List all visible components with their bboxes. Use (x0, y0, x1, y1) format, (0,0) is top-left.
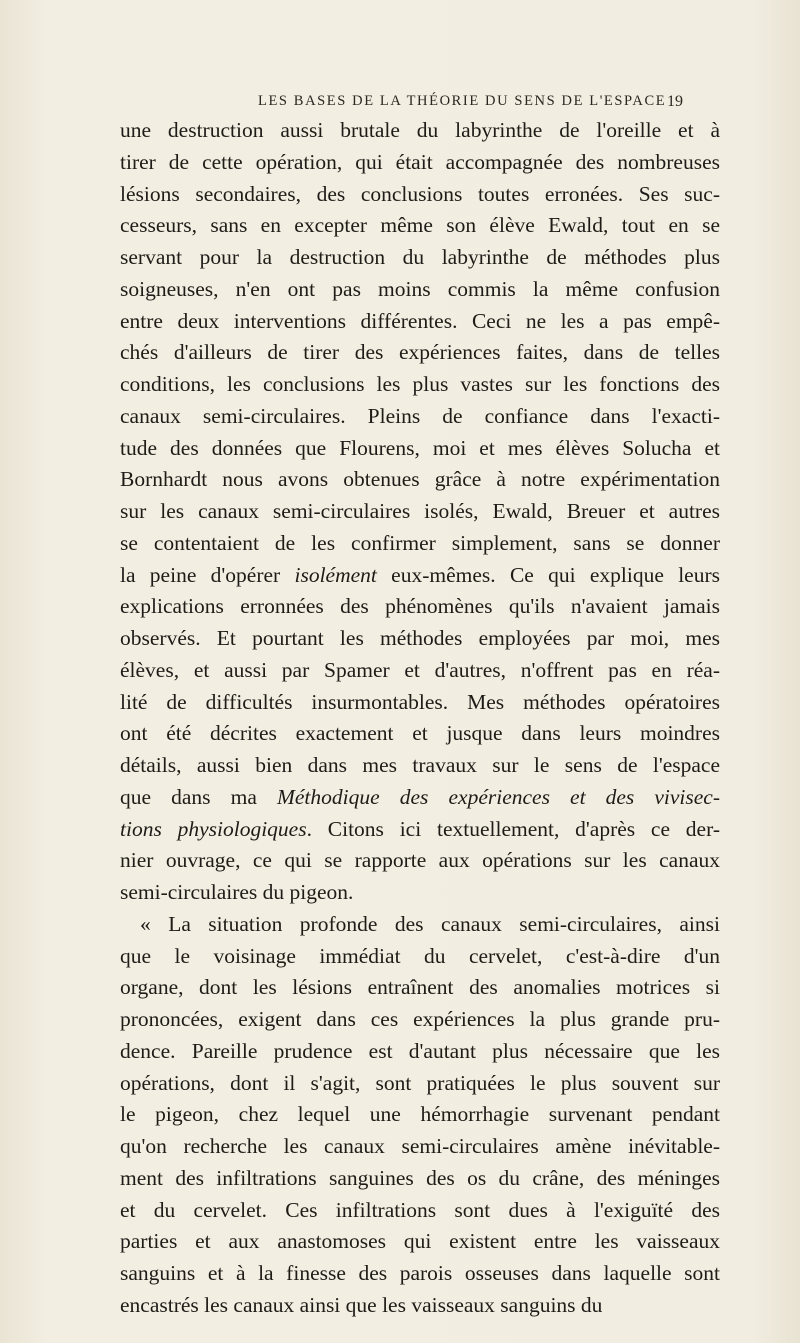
text-line (120, 210, 720, 242)
text-line (120, 814, 720, 846)
text-line (120, 1068, 720, 1100)
text-line (120, 274, 720, 306)
text-line (120, 337, 720, 369)
text-segment: observés. Et pourtant les méthodes employées par moi, mes (120, 626, 720, 650)
text-line (120, 1004, 720, 1036)
text-line (120, 401, 720, 433)
text-line (120, 750, 720, 782)
text-segment: que dans ma (120, 784, 277, 809)
text-line (120, 782, 720, 814)
page-number: 19 (667, 93, 683, 110)
text-segment: explications erronnées des phénomènes qu'ils n'avaient jamais (120, 594, 720, 619)
text-segment: dence. Pareille prudence est d'autant plus nécessaire que les (120, 1038, 720, 1063)
text-line (120, 623, 720, 655)
text-line (120, 941, 720, 973)
text-segment: opérations, dont il s'agit, sont pratiquées le plus souvent sur (120, 1070, 720, 1095)
text-segment: détails, aussi bien dans mes travaux sur le sens de l'espace (120, 753, 720, 777)
text-line (120, 655, 720, 687)
text-line (120, 1226, 720, 1258)
text-line (120, 1036, 720, 1068)
text-segment: canaux semi-circulaires. Pleins de confiance dans l'exacti- (120, 403, 720, 428)
text-line (120, 242, 720, 274)
text-segment: organe, dont les lésions entraînent des anomalies motrices si (120, 975, 720, 1000)
body-text (120, 115, 720, 1322)
text-line (120, 1290, 720, 1322)
text-segment: tirer de cette opération, qui était accompagnée des nombreuses (120, 149, 720, 174)
text-segment: sanguins et à la finesse des parois osseuses dans laquelle sont (120, 1261, 720, 1285)
text-segment: se contentaient de les confirmer simplement, sans se donner (120, 530, 720, 555)
text-segment: eux-mêmes. Ce qui explique leurs (376, 562, 720, 587)
text-segment: lésions secondaires, des conclusions toutes erronées. Ses suc- (120, 181, 720, 206)
text-line (120, 1163, 720, 1195)
text-segment: prononcées, exigent dans ces expériences la plus grande pru- (120, 1007, 720, 1031)
text-segment: la peine d'opérer (120, 562, 295, 587)
italic-title: Méthodique des expériences et des vivisec- (276, 784, 721, 809)
text-segment: cesseurs, sans en excepter même son élève Ewald, tout en se (120, 213, 720, 238)
text-line (120, 1131, 720, 1163)
text-segment: qu'on recherche les canaux semi-circulaires amène inévitable- (120, 1134, 720, 1158)
text-segment: ont été décrites exactement et jusque dans leurs moindres (120, 721, 720, 746)
text-segment: que le voisinage immédiat du cervelet, c'est-à-dire d'un (120, 943, 720, 968)
text-segment: soigneuses, n'en ont pas moins commis la même confusion (120, 276, 720, 301)
text-line (120, 1099, 720, 1131)
text-segment: entre deux interventions différentes. Ceci ne les a pas empê- (120, 308, 720, 333)
text-segment: le pigeon, chez lequel une hémorrhagie survenant pendant (120, 1102, 720, 1127)
text-segment: nier ouvrage, ce qui se rapporte aux opérations sur les canaux (120, 848, 720, 873)
text-segment: une destruction aussi brutale du labyrinthe de l'oreille et à (120, 118, 720, 142)
text-segment: élèves, et aussi par Spamer et d'autres, n'offrent pas en réa- (120, 657, 720, 682)
text-segment: parties et aux anastomoses qui existent entre les vaisseaux (120, 1229, 720, 1254)
text-segment: encastrés les canaux ainsi que les vaisseaux sanguins du (120, 1292, 603, 1317)
text-segment: tude des données que Flourens, moi et mes élèves Solucha et (120, 435, 720, 460)
text-segment: semi-circulaires du pigeon. (120, 880, 354, 904)
italic-title: tions physiologiques (120, 816, 307, 841)
text-line (120, 560, 720, 592)
text-line (120, 718, 720, 750)
text-line (120, 687, 720, 719)
text-line (120, 1195, 720, 1227)
text-segment: sur les canaux semi-circulaires isolés, Ewald, Breuer et autres (120, 499, 720, 523)
text-line (120, 464, 720, 496)
text-segment: chés d'ailleurs de tirer des expériences faites, dans de telles (120, 340, 720, 365)
text-segment: et du cervelet. Ces infiltrations sont dues à l'exiguïté des (120, 1197, 720, 1222)
text-line (120, 433, 720, 465)
text-line (120, 845, 720, 877)
text-segment: lité de difficultés insurmontables. Mes méthodes opératoires (120, 689, 720, 714)
text-line (120, 115, 720, 147)
text-line (120, 972, 720, 1004)
text-segment: Bornhardt nous avons obtenues grâce à notre expérimentation (120, 467, 720, 492)
italic-title: isolément (294, 562, 377, 587)
text-segment: servant pour la destruction du labyrinthe de méthodes plus (120, 245, 720, 269)
text-segment: . Citons ici textuellement, d'après ce der- (306, 816, 720, 841)
text-line (120, 909, 720, 941)
text-segment: conditions, les conclusions les plus vastes sur les fonctions des (120, 372, 720, 396)
text-line (120, 179, 720, 211)
running-title: LES BASES DE LA THÉORIE DU SENS DE L'ESPACE (258, 93, 667, 109)
text-line (120, 369, 720, 401)
text-line (120, 528, 720, 560)
text-line (120, 496, 720, 528)
text-segment: « La situation profonde des canaux semi-circulaires, ainsi (140, 911, 720, 936)
text-line (120, 147, 720, 179)
text-line (120, 877, 720, 909)
text-line (120, 306, 720, 338)
text-line (120, 1258, 720, 1290)
text-segment: ment des infiltrations sanguines des os du crâne, des méninges (120, 1165, 720, 1190)
text-line (120, 591, 720, 623)
